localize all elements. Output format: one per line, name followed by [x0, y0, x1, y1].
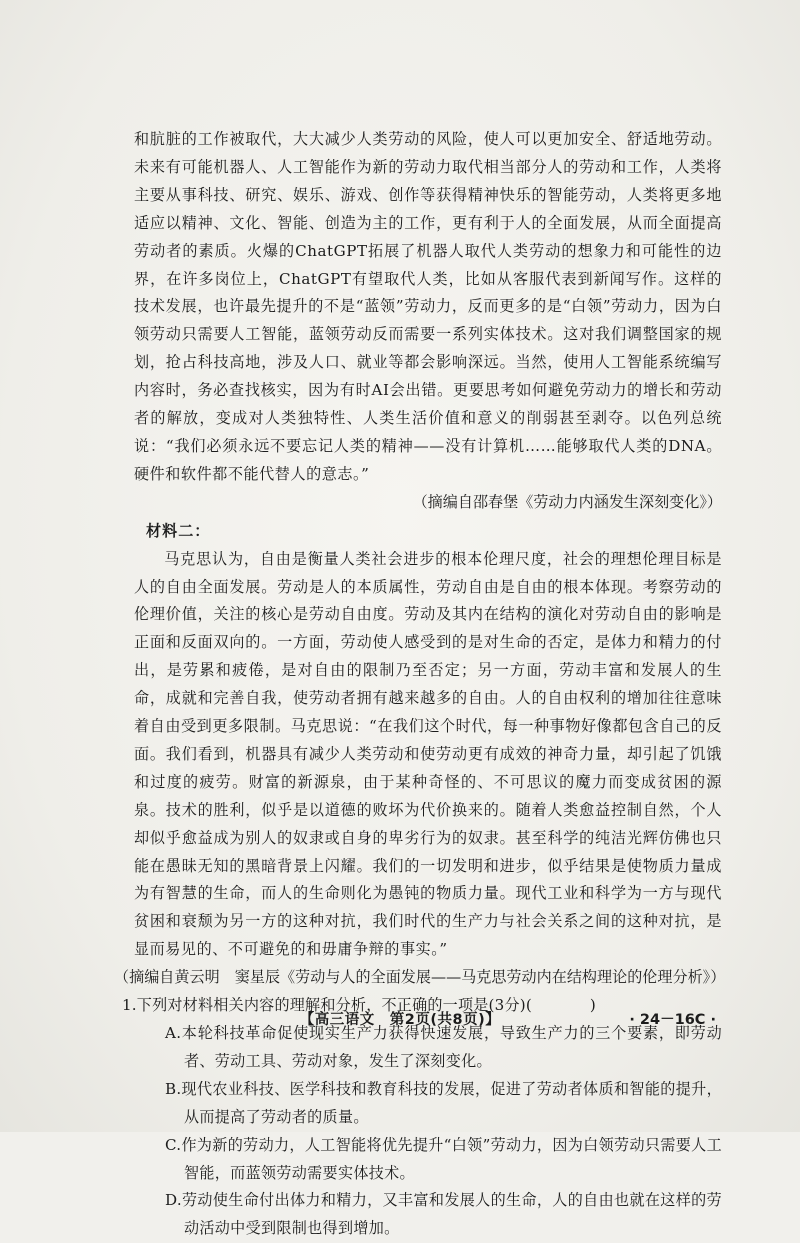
option-c: C.作为新的劳动力，人工智能将优先提升“白领”劳动力，因为白领劳动只需要人工智能，而蓝领劳动需要实体技术。 [165, 1135, 722, 1182]
material1-text: 和肮脏的工作被取代，大大减少人类劳动的风险，使人可以更加安全、舒适地劳动。未来有可能机器人、人工智能作为新的劳动力取代相当部分人的劳动和工作，人类将主要从事科技、研究、娱乐、游戏、创作等获得精神快乐的智能劳动，人类将更多地适应以精神、文化、智能、创造为主的工作，更有利于人的全面发展，从而全面提高劳动者的素质。火爆的ChatGPT拓展了机器人取代人类劳动的想象力和可能性的边界，在许多岗位上，ChatGPT有望取代人类，比如从客服代表到新闻写作。这样的技术发展，也许最先提升的不是“蓝领”劳动力，反而更多的是“白领”劳动力，因为白领劳动只需要人工智能，蓝领劳动反而需要一系列实体技术。这对我们调整国家的规划，抢占科技高地，涉及人口、就业等都会影响深远。当然，使用人工智能系统编写内容时，务必查找核实，因为有时AI会出错。更要思考如何避免劳动力的增长和劳动者的解放，变成对人类独特性、人类生活价值和意义的削弱甚至剥夺。以色列总统说：“我们必须永远不要忘记人类的精神——没有计算机……能够取代人类的DNA。硬件和软件都不能代替人的意志。” [134, 130, 722, 483]
option-d: D.劳动使生命付出体力和精力，又丰富和发展人的生命，人的自由也就在这样的劳动活动中受到限制也得到增加。 [165, 1191, 722, 1238]
material1-source: （摘编自邵春堡《劳动力内涵发生深刻变化》） [412, 492, 722, 511]
page-footer [0, 1008, 800, 1038]
material2-heading: 材料二： [146, 521, 211, 540]
option-b: B.现代农业科技、医学科技和教育科技的发展，促进了劳动者体质和智能的提升，从而提高了劳动者的质量。 [165, 1079, 722, 1126]
footer-page-label: 【高三语文 第2页(共8页)】 [299, 1012, 501, 1028]
option-a: A.本轮科技革命促使现实生产力获得快速发展，导致生产力的三个要素，即劳动者、劳动工具、劳动对象，发生了深刻变化。 [165, 1024, 722, 1070]
footer-code: · 24－16C · [629, 1012, 716, 1028]
question-1-stem-close: ) [589, 996, 597, 1015]
page-content [114, 126, 726, 1243]
question-1-stem-text: 1.下列对材料相关内容的理解和分析，不正确的一项是(3分)( [122, 996, 532, 1015]
material2-text: 马克思认为，自由是衡量人类社会进步的根本伦理尺度，社会的理想伦理目标是人的自由全面发展。劳动是人的本质属性，劳动自由是自由的根本体现。考察劳动的伦理价值，关注的核心是劳动自由度。劳动及其内在结构的演化对劳动自由的影响是正面和反面双向的。一方面，劳动使人感受到的是对生命的否定，是体力和精力的付出，是劳累和疲倦，是对自由的限制乃至否定；另一方面，劳动丰富和发展人的生命，成就和完善自我，使劳动者拥有越来越多的自由。人的自由权利的增加往往意味着自由受到更多限制。马克思说：“在我们这个时代，每一种事物好像都包含自己的反面。我们看到，机器具有减少人类劳动和使劳动更有成效的神奇力量，却引起了饥饿和过度的疲劳。财富的新源泉，由于某种奇怪的、不可思议的魔力而变成贫困的源泉。技术的胜利，似乎是以道德的败坏为代价换来的。随着人类愈益控制自然，个人却似乎愈益成为别人的奴隶或自身的卑劣行为的奴隶。甚至科学的纯洁光辉仿佛也只能在愚昧无知的黑暗背景上闪耀。我们的一切发明和进步，似乎结果是使物质力量成为有智慧的生命，而人的生命则化为愚钝的物质力量。现代工业和科学为一方与现代贫困和衰颓为另一方的这种对抗，我们时代的生产力与社会关系之间的这种对抗，是显而易见的、不可避免的和毋庸争辩的事实。” [134, 549, 722, 959]
material2-source: （摘编自黄云明 窦星辰《劳动与人的全面发展——马克思劳动内在结构理论的伦理分析》） [114, 968, 726, 987]
